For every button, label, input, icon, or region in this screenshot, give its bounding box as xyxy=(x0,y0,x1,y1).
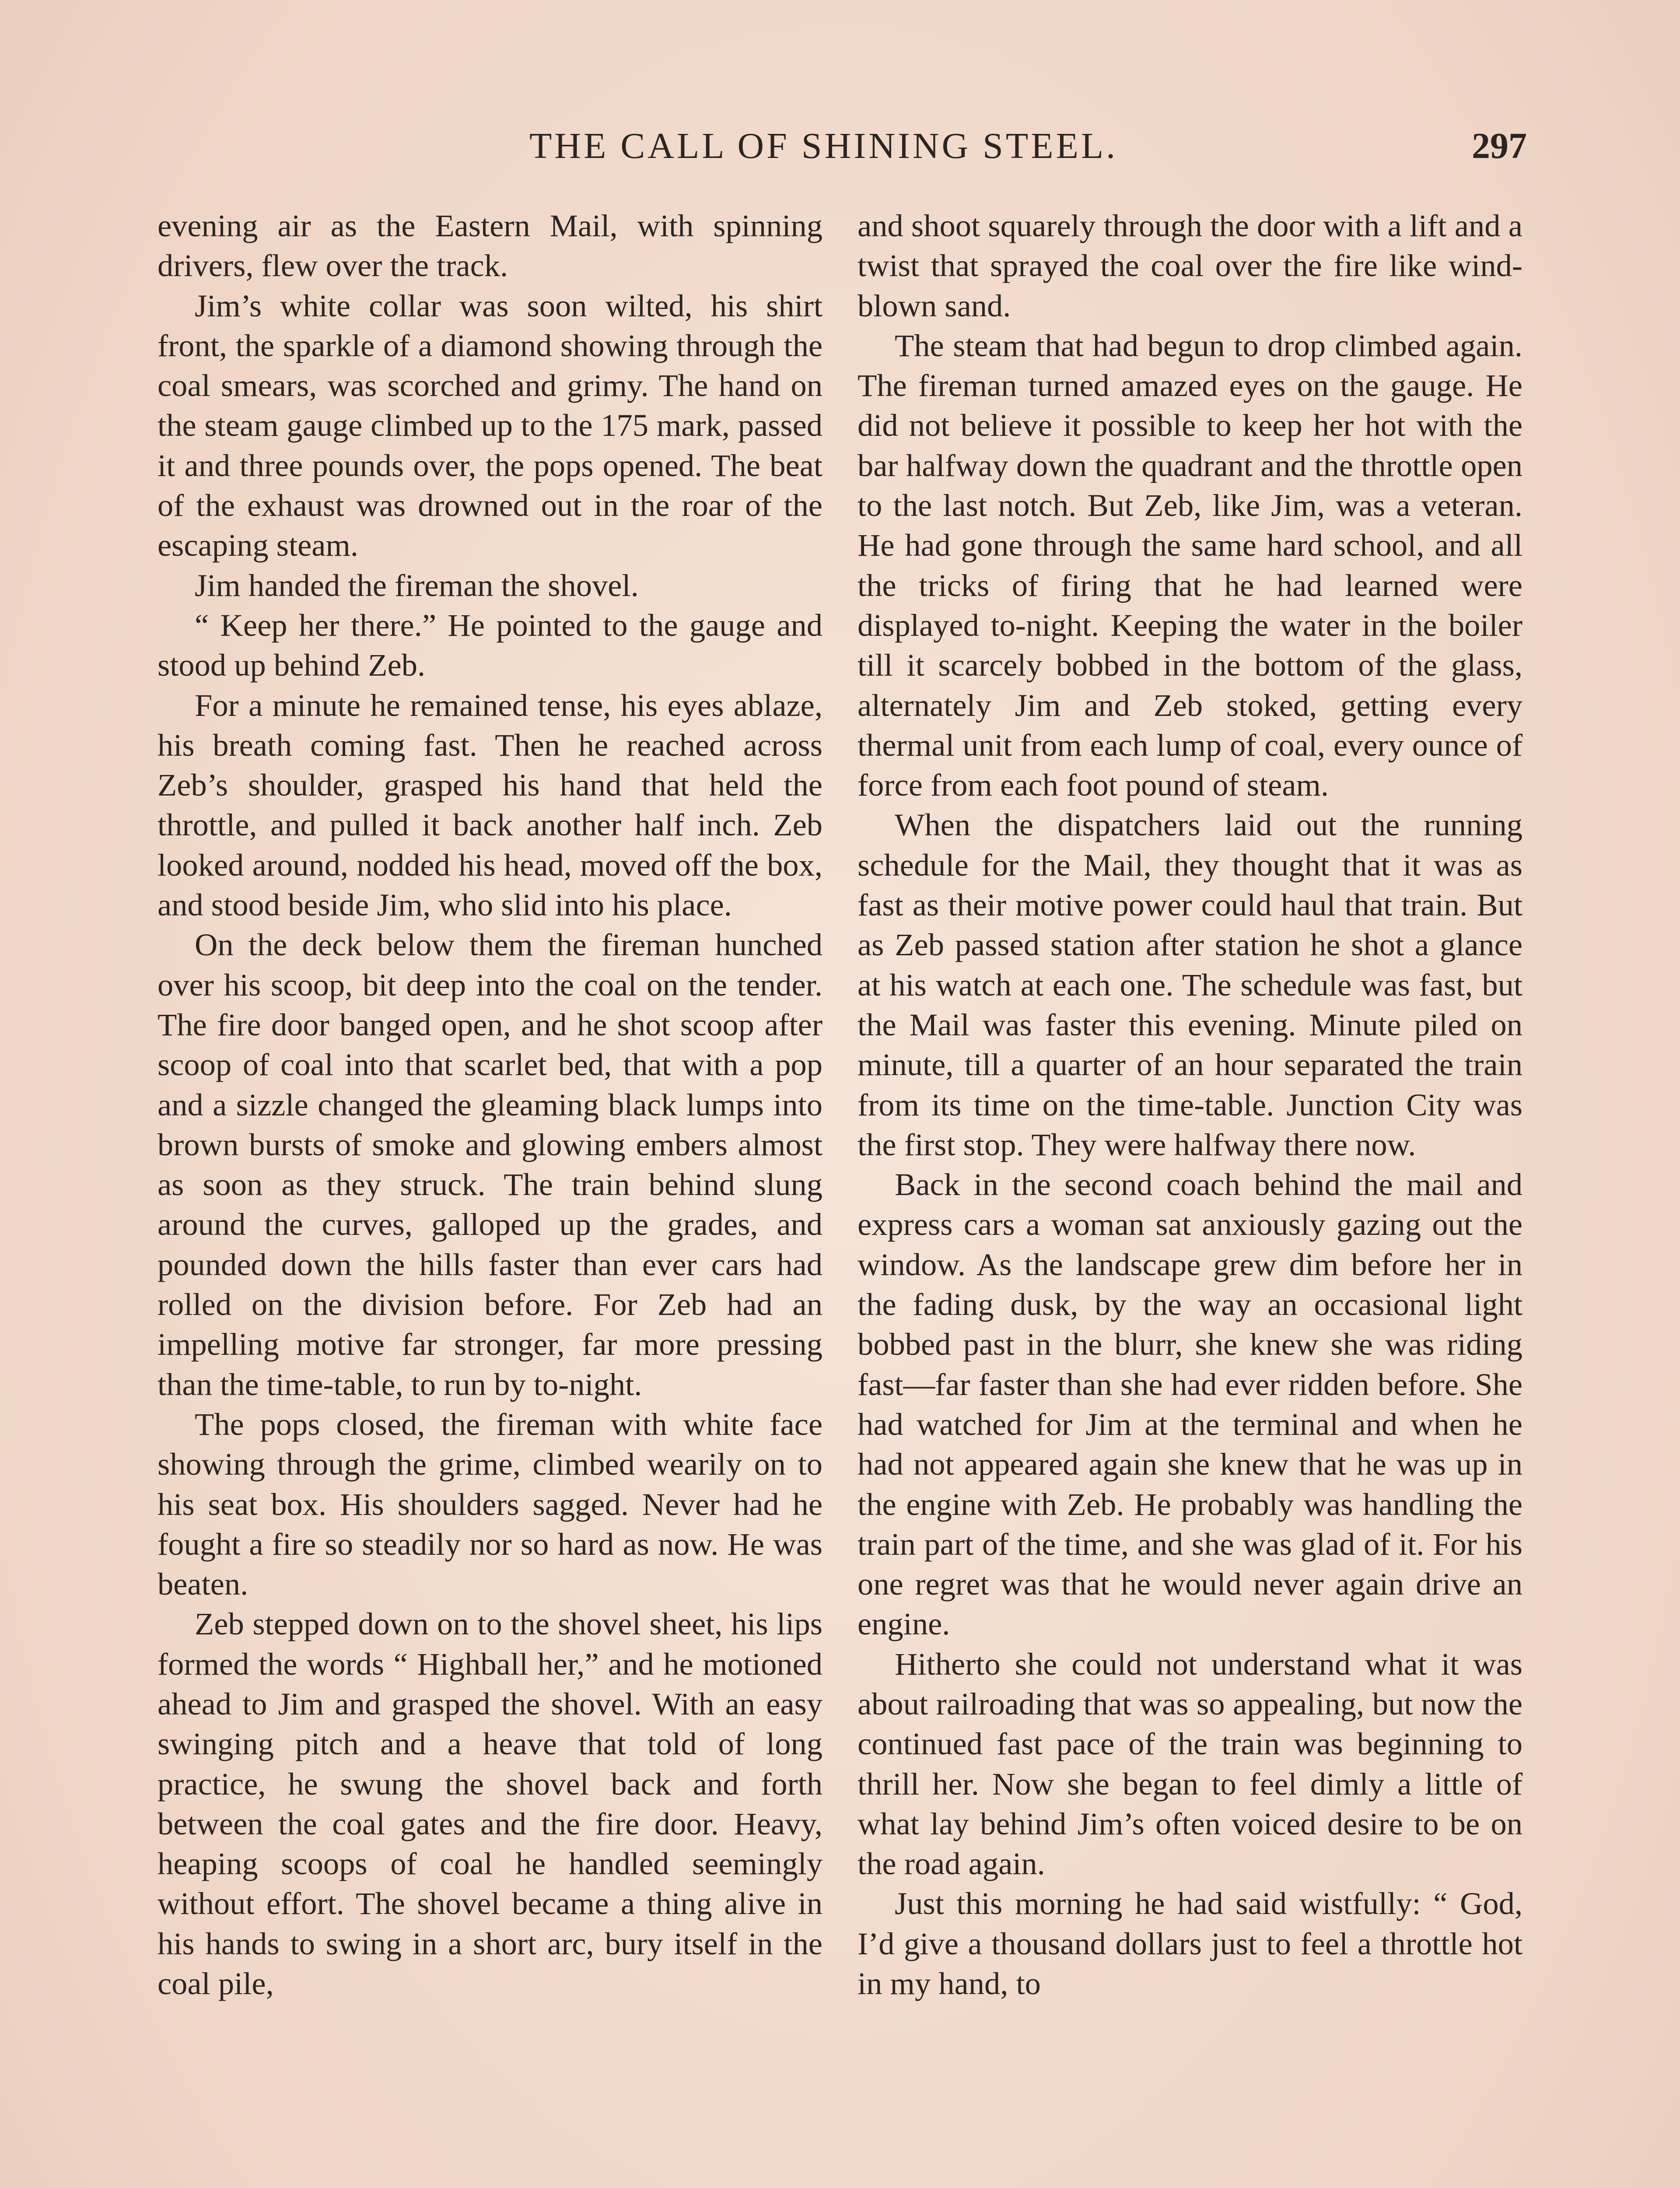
page-header xyxy=(158,125,1527,182)
right-text-column xyxy=(858,206,1522,2003)
paragraph: evening air as the Eastern Mail, with spinning drivers, flew over the track. xyxy=(158,208,822,284)
paragraph: On the deck below them the fireman hunched over his scoop, bit deep into the coal on the tender. The fire door banged open, and he shot scoop after scoop of coal into that scarlet bed, that with a pop and a sizzle changed the gleaming black lumps into brown bursts of smoke and glowing embers almost as soon as they struck. The train behind slung around the curves, galloped up the grades, and pounded down the hills faster than ever cars had rolled on the division before. For Zeb had an impelling motive far stronger, far more pressing than the time-table, to run by to-night. xyxy=(158,927,822,1402)
paragraph: “ Keep her there.” He pointed to the gauge and stood up behind Zeb. xyxy=(158,607,822,683)
paragraph: Back in the second coach behind the mail and express cars a woman sat anxiously gazing out the window. As the landscape grew dim before her in the fading dusk, by the way an occasional light bobbed past in the blurr, she knew she was riding fast—far faster than she had ever ridden before. She had watched for Jim at the terminal and when he had not appeared again she knew that he was up in the engine with Zeb. He probably was handling the train part of the time, and she was glad of it. For his one regret was that he would never again drive an engine. xyxy=(858,1167,1522,1642)
paragraph: Jim’s white collar was soon wilted, his shirt front, the sparkle of a diamond showing through the coal smears, was scorched and grimy. The hand on the steam gauge climbed up to the 175 mark, passed it and three pounds over, the pops opened. The beat of the exhaust was drowned out in the roar of the escaping steam. xyxy=(158,288,822,563)
paragraph: For a minute he remained tense, his eyes ablaze, his breath coming fast. Then he reached across Zeb’s shoulder, grasped his hand that held the throttle, and pulled it back another half inch. Zeb looked around, nodded his head, moved off the box, and stood beside Jim, who slid into his place. xyxy=(158,687,822,923)
paragraph: The steam that had begun to drop climbed again. The fireman turned amazed eyes on the gauge. He did not believe it possible to keep her hot with the bar halfway down the quadrant and the throttle open to the last notch. But Zeb, like Jim, was a veteran. He had gone through the same hard school, and all the tricks of firing that he had learned were displayed to-night. Keeping the water in the boiler till it scarcely bobbed in the bottom of the glass, alternately Jim and Zeb stoked, getting every thermal unit from each lump of coal, every ounce of force from each foot pound of steam. xyxy=(858,327,1522,803)
paragraph: The pops closed, the fireman with white face showing through the grime, climbed wearily on to his seat box. His shoulders sagged. Never had he fought a fire so steadily nor so hard as now. He was beaten. xyxy=(158,1406,822,1602)
paragraph: Hitherto she could not understand what it was about railroading that was so appealing, but now the continued fast pace of the train was beginning to thrill her. Now she began to feel dimly a little of what lay behind Jim’s often voiced desire to be on the road again. xyxy=(858,1646,1522,1882)
left-text-column xyxy=(158,206,822,2003)
paragraph: Just this morning he had said wistfully: “ God, I’d give a thousand dollars just to feel a throttle hot in my hand, to xyxy=(858,1886,1522,2002)
paragraph: Jim handed the fireman the shovel. xyxy=(195,567,639,603)
running-title: THE CALL OF SHINING STEEL. xyxy=(529,126,1118,166)
paragraph: and shoot squarely through the door with a lift and a twist that sprayed the coal over the fire like wind-blown sand. xyxy=(858,208,1522,323)
page-number: 297 xyxy=(1472,126,1527,166)
paragraph: Zeb stepped down on to the shovel sheet, his lips formed the words “ Highball her,” and he motioned ahead to Jim and grasped the shovel. With an easy swinging pitch and a heave that told of long practice, he swung the shovel back and forth between the coal gates and the fire door. Heavy, heaping scoops of coal he handled seemingly without effort. The shovel became a thing alive in his hands to swing in a short arc, bury itself in the coal pile, xyxy=(158,1606,822,2002)
paragraph: When the dispatchers laid out the running schedule for the Mail, they thought that it was as fast as their motive power could haul that train. But as Zeb passed station after station he shot a glance at his watch at each one. The schedule was fast, but the Mail was faster this evening. Minute piled on minute, till a quarter of an hour separated the train from its time on the time-table. Junction City was the first stop. They were halfway there now. xyxy=(858,807,1522,1162)
